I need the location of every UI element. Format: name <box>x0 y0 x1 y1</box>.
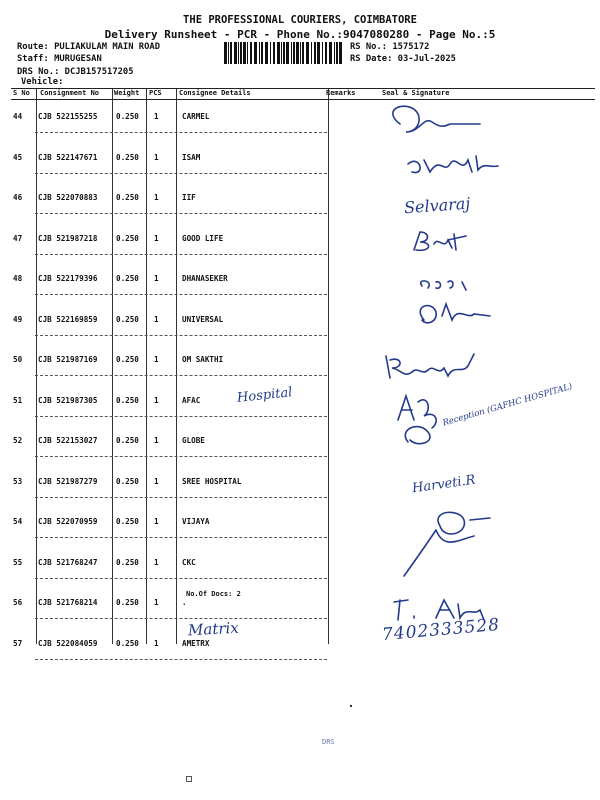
rs-number: RS No.: 1575172 <box>350 42 430 52</box>
pcs-value: 1 <box>154 112 159 121</box>
table-row <box>11 343 595 383</box>
no-of-docs: No.Of Docs: 2 <box>186 590 241 598</box>
signature-selvaraj: Selvaraj <box>403 193 471 218</box>
row-separator <box>35 456 327 457</box>
table-row <box>11 424 595 464</box>
pcs-value: 1 <box>154 476 159 486</box>
consignee-name: . <box>182 598 187 607</box>
weight-value: 0.250 <box>116 193 139 202</box>
signature-isam <box>400 146 510 178</box>
col-seal: Seal & Signature <box>382 89 450 97</box>
table-row <box>11 222 595 262</box>
row-separator <box>35 254 327 255</box>
table-row <box>11 303 595 343</box>
serial-number: 54 <box>13 517 23 526</box>
row-separator <box>35 375 327 376</box>
serial-number: 51 <box>13 395 23 405</box>
weight-value: 0.250 <box>116 395 139 405</box>
pcs-value: 1 <box>154 517 159 526</box>
hospital-note: Hospital <box>236 385 294 406</box>
col-pcs: PCS <box>149 89 162 97</box>
consignment-number: CJB 522155255 <box>38 112 98 121</box>
consignment-number: CJB 522169859 <box>38 314 98 324</box>
weight-value: 0.250 <box>116 436 139 445</box>
consignment-number: CJB 521768247 <box>38 557 98 567</box>
row-separator <box>35 416 327 417</box>
serial-number: 57 <box>13 638 23 648</box>
consignment-number: CJB 522147671 <box>38 152 98 162</box>
serial-number: 50 <box>13 355 23 364</box>
weight-value: 0.250 <box>116 274 139 283</box>
serial-number: 49 <box>13 314 23 324</box>
col-remarks: Remarks <box>326 89 356 97</box>
runsheet-subtitle: Delivery Runsheet - PCR - Phone No.:9047080280 - Page No.:5 <box>104 28 496 41</box>
row-separator <box>35 294 327 295</box>
consignee-name: SREE HOSPITAL <box>182 476 242 486</box>
row-separator <box>35 335 327 336</box>
weight-value: 0.250 <box>116 638 139 648</box>
row-separator <box>35 213 327 214</box>
weight-value: 0.250 <box>116 112 139 121</box>
row-separator <box>35 173 327 174</box>
serial-number: 52 <box>13 436 23 445</box>
consignee-name: UNIVERSAL <box>182 314 224 324</box>
receiver-phone: 7402333528 <box>381 614 501 646</box>
table-row <box>11 586 595 626</box>
pcs-value: 1 <box>154 436 159 445</box>
reception-note: Reception (GAFHC HOSPITAL) <box>441 381 574 429</box>
route-label: Route: PULIAKULAM MAIN ROAD <box>17 42 160 52</box>
signature-harveti: Harveti.R <box>411 472 477 497</box>
serial-number: 48 <box>13 274 23 283</box>
signature-good-life <box>408 226 478 256</box>
row-separator <box>35 659 327 660</box>
consignment-number: CJB 522070883 <box>38 193 98 202</box>
consignment-number: CJB 521987218 <box>38 233 98 243</box>
consignee-name: CKC <box>182 557 196 567</box>
col-consignee: Consignee Details <box>179 89 251 97</box>
pcs-value: 1 <box>154 152 159 162</box>
table-row <box>11 100 595 140</box>
pcs-value: 1 <box>154 314 159 324</box>
drs-label: DRS No.: DCJB157517205 <box>17 67 134 77</box>
consignee-name: GOOD LIFE <box>182 233 224 243</box>
row-separator <box>35 537 327 538</box>
row-separator <box>35 132 327 133</box>
signature-dhanaseker <box>412 276 502 334</box>
barcode-icon <box>224 42 342 64</box>
pcs-value: 1 <box>154 193 159 202</box>
pcs-value: 1 <box>154 355 159 364</box>
table-row <box>11 627 595 667</box>
pcs-value: 1 <box>154 557 159 567</box>
drs-stamp: DRS <box>322 738 335 746</box>
row-separator <box>35 497 327 498</box>
vehicle-label: Vehicle: <box>21 77 64 87</box>
weight-value: 0.250 <box>116 517 139 526</box>
row-separator <box>35 618 327 619</box>
serial-number: 56 <box>13 598 23 607</box>
consignment-number: CJB 522070959 <box>38 517 98 526</box>
rs-date: RS Date: 03-Jul-2025 <box>350 54 456 64</box>
weight-value: 0.250 <box>116 557 139 567</box>
serial-number: 55 <box>13 557 23 567</box>
pcs-value: 1 <box>154 395 159 405</box>
pcs-value: 1 <box>154 638 159 648</box>
consignee-name: OM SAKTHI <box>182 355 224 364</box>
weight-value: 0.250 <box>116 476 139 486</box>
consignment-number: CJB 522084059 <box>38 638 98 648</box>
row-separator <box>35 578 327 579</box>
consignee-name: VIJAYA <box>182 517 210 526</box>
consignment-number: CJB 522153027 <box>38 436 98 445</box>
signature-vijaya <box>400 500 510 580</box>
consignee-name: DHANASEKER <box>182 274 228 283</box>
consignment-number: CJB 521987279 <box>38 476 98 486</box>
staff-label: Staff: MURUGESAN <box>17 54 102 64</box>
consignee-name: ISAM <box>182 152 201 162</box>
pcs-value: 1 <box>154 598 159 607</box>
consignee-name: AFAC <box>182 395 201 405</box>
matrix-note: Matrix <box>187 618 240 640</box>
pcs-value: 1 <box>154 274 159 283</box>
consignee-name: GLOBE <box>182 436 205 445</box>
col-weight: Weight <box>114 89 140 97</box>
serial-number: 45 <box>13 152 23 162</box>
signature-om-sakthi <box>382 348 492 384</box>
consignment-number: CJB 521987305 <box>38 395 98 405</box>
weight-value: 0.250 <box>116 233 139 243</box>
table-row <box>11 465 595 505</box>
col-sno: S No <box>13 89 30 97</box>
consignment-number: CJB 522179396 <box>38 274 98 283</box>
table-row <box>11 181 595 221</box>
signature-afac <box>388 380 468 450</box>
col-consignment: Consignment No <box>40 89 100 97</box>
weight-value: 0.250 <box>116 314 139 324</box>
serial-number: 53 <box>13 476 23 486</box>
consignee-name: CARMEL <box>182 112 210 121</box>
table-row <box>11 262 595 302</box>
serial-number: 47 <box>13 233 23 243</box>
speck-mark <box>186 776 192 782</box>
consignee-name: AMETRX <box>182 638 210 648</box>
weight-value: 0.250 <box>116 355 139 364</box>
weight-value: 0.250 <box>116 152 139 162</box>
serial-number: 44 <box>13 112 23 121</box>
signature-carmel <box>380 102 490 138</box>
speck-mark <box>350 705 352 707</box>
serial-number: 46 <box>13 193 23 202</box>
signature-ametrx <box>384 596 504 624</box>
company-title: THE PROFESSIONAL COURIERS, COIMBATORE <box>183 14 417 26</box>
consignee-name: IIF <box>182 193 196 202</box>
pcs-value: 1 <box>154 233 159 243</box>
weight-value: 0.250 <box>116 598 139 607</box>
consignment-number: CJB 521987169 <box>38 355 98 364</box>
consignment-number: CJB 521768214 <box>38 598 98 607</box>
